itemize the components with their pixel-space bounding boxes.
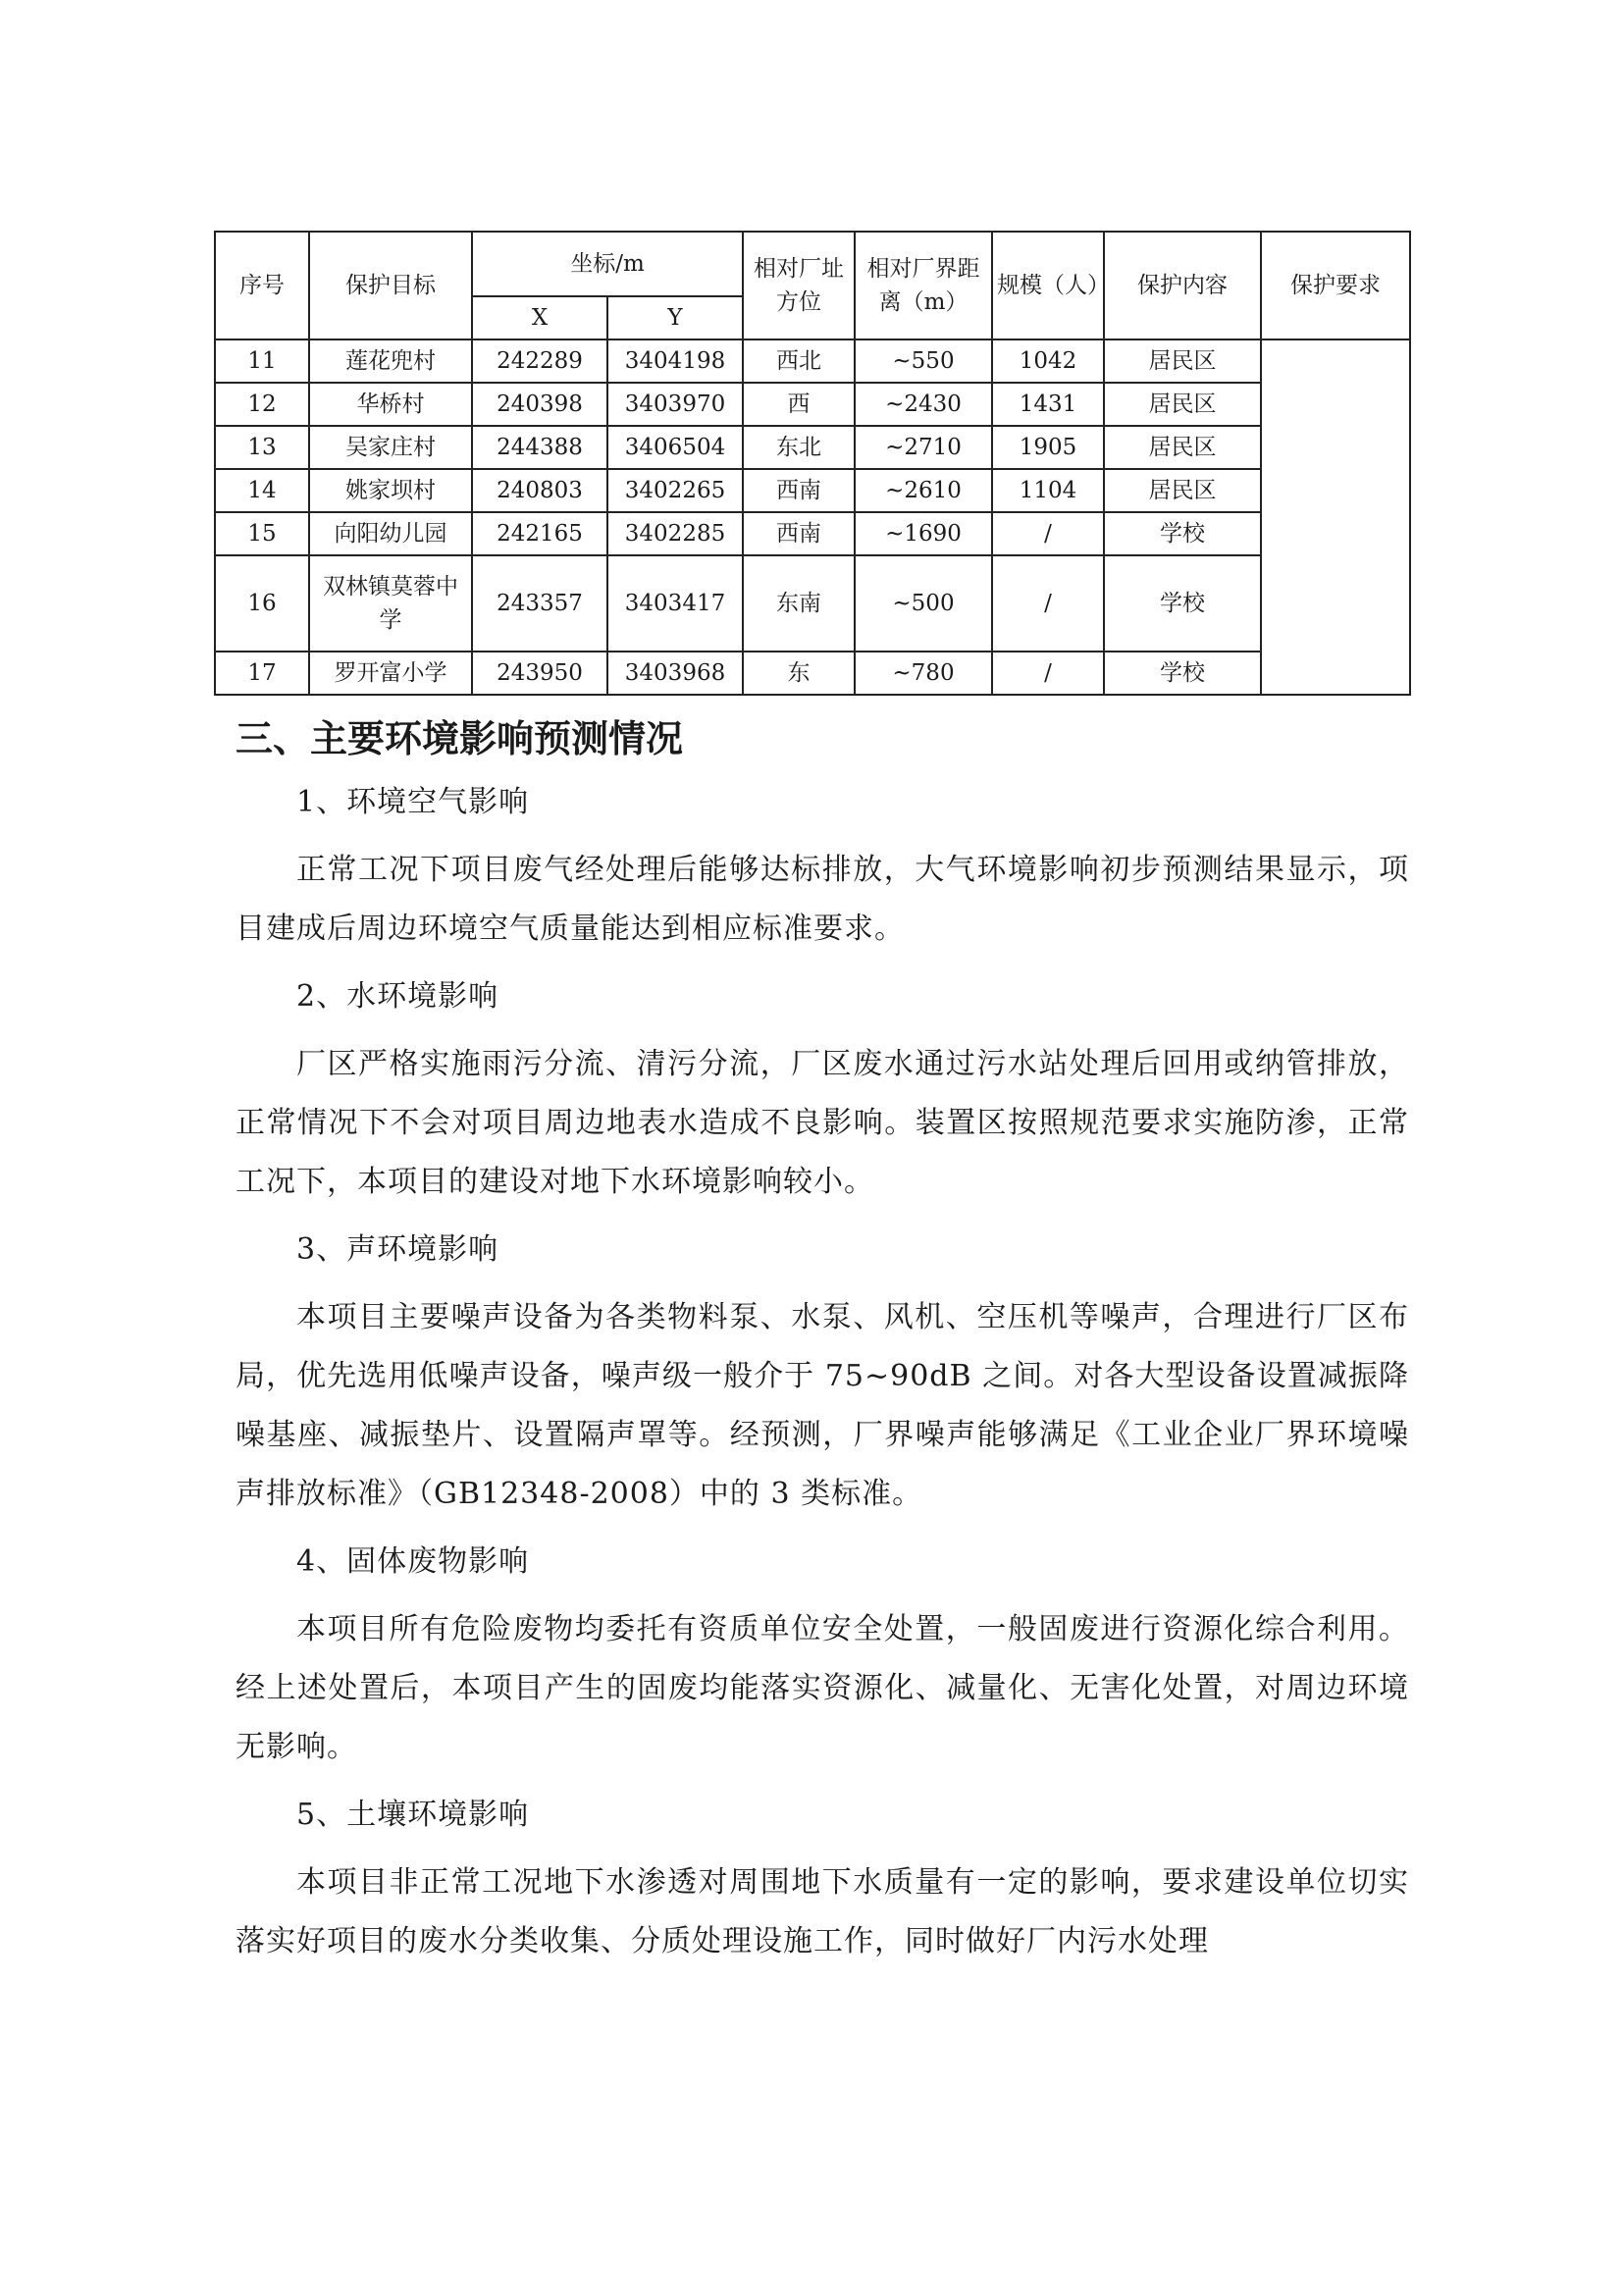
cell-x: 242165 <box>472 512 607 555</box>
cell-distance: ~2610 <box>855 469 992 512</box>
header-direction: 相对厂址方位 <box>743 232 855 339</box>
subsection-paragraph: 厂区严格实施雨污分流、清污分流，厂区废水通过污水站处理后回用或纳管排放，正常情况下不会对项目周边地表水造成不良影响。装置区按照规范要求实施防渗，正常工况下，本项目的建设对地下水环境影响较小。 <box>236 1047 1409 1199</box>
cell-direction: 东 <box>743 652 855 695</box>
cell-y: 3404198 <box>607 339 743 383</box>
cell-content: 居民区 <box>1104 426 1261 469</box>
cell-target: 吴家庄村 <box>309 426 472 469</box>
cell-direction: 东南 <box>743 555 855 652</box>
subsection-paragraph: 本项目非正常工况地下水渗透对周围地下水质量有一定的影响，要求建设单位切实落实好项目的废水分类收集、分质处理设施工作，同时做好厂内污水处理 <box>236 1865 1409 1958</box>
cell-seq: 15 <box>215 512 309 555</box>
cell-y: 3402285 <box>607 512 743 555</box>
cell-requirement <box>1261 339 1410 695</box>
cell-y: 3403968 <box>607 652 743 695</box>
cell-scale: / <box>992 652 1104 695</box>
table-row <box>215 383 1410 426</box>
cell-distance: ~500 <box>855 555 992 652</box>
cell-content: 学校 <box>1104 512 1261 555</box>
subsection-heading: 3、声环境影响 <box>296 1232 499 1267</box>
header-distance: 相对厂界距离（m） <box>855 232 992 339</box>
cell-content: 居民区 <box>1104 339 1261 383</box>
table-row <box>215 339 1410 383</box>
cell-scale: 1431 <box>992 383 1104 426</box>
cell-distance: ~2430 <box>855 383 992 426</box>
subsection-paragraph: 本项目所有危险废物均委托有资质单位安全处置，一般固废进行资源化综合利用。经上述处置后，本项目产生的固废均能落实资源化、减量化、无害化处置，对周边环境无影响。 <box>236 1612 1409 1764</box>
table-row <box>215 652 1410 695</box>
subsection-paragraph: 本项目主要噪声设备为各类物料泵、水泵、风机、空压机等噪声，合理进行厂区布局，优先选用低噪声设备，噪声级一般介于 75~90dB 之间。对各大型设备设置减振降噪基座、减振垫片、设置隔声罩等。经预测，厂界噪声能够满足《工业企业厂界环境噪声排放标准》（GB12348-2008）中的 3 类标准。 <box>236 1300 1409 1511</box>
subsection-heading: 5、土壤环境影响 <box>296 1798 530 1832</box>
cell-x: 243357 <box>472 555 607 652</box>
cell-target: 华桥村 <box>309 383 472 426</box>
cell-direction: 东北 <box>743 426 855 469</box>
cell-x: 240398 <box>472 383 607 426</box>
section-title: 三、主要环境影响预测情况 <box>236 717 684 760</box>
cell-y: 3403417 <box>607 555 743 652</box>
cell-seq: 12 <box>215 383 309 426</box>
subsection-heading: 2、水环境影响 <box>296 979 499 1014</box>
cell-target: 双林镇莫蓉中学 <box>309 555 472 652</box>
cell-direction: 西 <box>743 383 855 426</box>
cell-target: 向阳幼儿园 <box>309 512 472 555</box>
cell-content: 学校 <box>1104 555 1261 652</box>
cell-y: 3403970 <box>607 383 743 426</box>
cell-content: 学校 <box>1104 652 1261 695</box>
cell-x: 243950 <box>472 652 607 695</box>
header-target: 保护目标 <box>309 232 472 339</box>
cell-content: 居民区 <box>1104 383 1261 426</box>
cell-x: 244388 <box>472 426 607 469</box>
cell-scale: / <box>992 512 1104 555</box>
table-row <box>215 469 1410 512</box>
cell-direction: 西南 <box>743 512 855 555</box>
cell-x: 242289 <box>472 339 607 383</box>
header-y: Y <box>607 296 743 339</box>
header-scale: 规模（人） <box>992 232 1104 339</box>
cell-seq: 11 <box>215 339 309 383</box>
cell-distance: ~780 <box>855 652 992 695</box>
subsection-heading: 1、环境空气影响 <box>296 785 530 819</box>
cell-seq: 13 <box>215 426 309 469</box>
cell-target: 莲花兜村 <box>309 339 472 383</box>
cell-target: 罗开富小学 <box>309 652 472 695</box>
table-row <box>215 426 1410 469</box>
cell-content: 居民区 <box>1104 469 1261 512</box>
subsection-heading: 4、固体废物影响 <box>296 1544 530 1579</box>
table-row <box>215 555 1410 652</box>
protection-targets-table <box>214 231 1411 696</box>
cell-y: 3406504 <box>607 426 743 469</box>
cell-target: 姚家坝村 <box>309 469 472 512</box>
table-row <box>215 512 1410 555</box>
cell-scale: / <box>992 555 1104 652</box>
cell-distance: ~550 <box>855 339 992 383</box>
header-requirement: 保护要求 <box>1261 232 1410 339</box>
cell-direction: 西北 <box>743 339 855 383</box>
cell-seq: 16 <box>215 555 309 652</box>
cell-distance: ~2710 <box>855 426 992 469</box>
cell-x: 240803 <box>472 469 607 512</box>
cell-seq: 17 <box>215 652 309 695</box>
cell-y: 3402265 <box>607 469 743 512</box>
cell-distance: ~1690 <box>855 512 992 555</box>
subsection-paragraph: 正常工况下项目废气经处理后能够达标排放，大气环境影响初步预测结果显示，项目建成后周边环境空气质量能达到相应标准要求。 <box>236 853 1409 946</box>
cell-seq: 14 <box>215 469 309 512</box>
cell-scale: 1905 <box>992 426 1104 469</box>
section-body <box>236 773 1409 1980</box>
header-coord: 坐标/m <box>472 232 743 296</box>
header-content: 保护内容 <box>1104 232 1261 339</box>
cell-scale: 1104 <box>992 469 1104 512</box>
header-seq: 序号 <box>215 232 309 339</box>
cell-direction: 西南 <box>743 469 855 512</box>
cell-scale: 1042 <box>992 339 1104 383</box>
header-x: X <box>472 296 607 339</box>
